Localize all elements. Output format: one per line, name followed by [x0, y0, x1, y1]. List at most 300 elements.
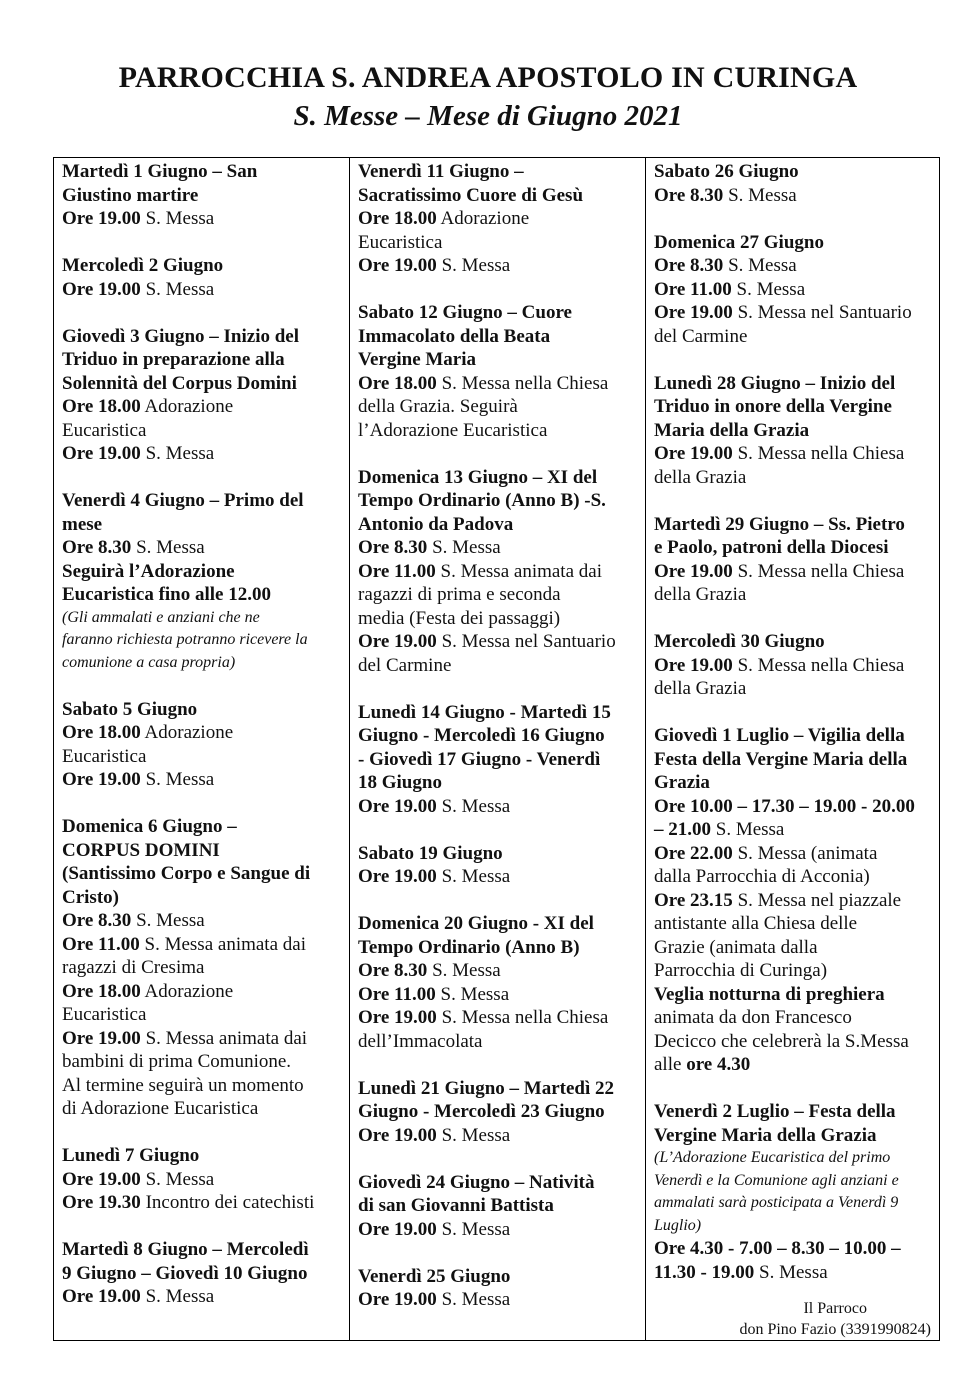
entry-line [654, 1261, 939, 1285]
bold-text: Martedì 1 Giugno – San [62, 161, 258, 182]
entry-line [654, 278, 939, 302]
signature-name: don Pino Fazio (3391990824) [739, 1321, 931, 1338]
entry-line [654, 395, 939, 419]
bold-text: Ore 23.15 [654, 889, 733, 911]
bold-text: Ore 19.00 [62, 208, 141, 229]
entry-line [62, 325, 349, 349]
bold-text: Ore 18.00 [62, 396, 141, 417]
text: Adorazione [436, 208, 530, 229]
text: S. Messa [436, 795, 511, 817]
entry-line [358, 395, 645, 419]
schedule-entry [654, 724, 939, 1077]
text: S. Messa nella Chiesa [436, 1007, 609, 1028]
entry-line [654, 254, 939, 278]
text: dalla Parrocchia di Acconia) [654, 866, 870, 887]
entry-line [654, 583, 939, 607]
text: S. Messa nel piazzale [732, 889, 902, 911]
schedule-column-3 [645, 158, 939, 1340]
entry-line [62, 207, 349, 231]
entry-line [654, 513, 939, 537]
entry-line [358, 983, 645, 1007]
bold-text: Ore 8.30 [358, 537, 428, 558]
bold-text: Sacratissimo Cuore di Gesù [358, 184, 584, 206]
bold-text: Ore 19.00 [358, 255, 437, 276]
entry-line [358, 959, 645, 983]
bold-text: Veglia notturna di preghiera [654, 983, 885, 1005]
entry-line [62, 560, 349, 584]
entry-line [358, 536, 645, 560]
text: Adorazione [140, 980, 234, 1002]
entry-line [654, 748, 939, 772]
entry-line [654, 1237, 939, 1261]
entry-line [358, 348, 645, 372]
schedule-entry [62, 254, 349, 301]
entry-line [62, 513, 349, 537]
bold-text: Cristo) [62, 886, 119, 908]
entry-line [654, 466, 939, 490]
entry-line [62, 886, 349, 910]
text: S. Messa [731, 278, 806, 300]
schedule-entry [654, 372, 939, 490]
schedule-table [53, 157, 940, 1341]
text: S. Messa [140, 1168, 215, 1190]
entry-line [358, 583, 645, 607]
text: S. Messa nella Chiesa [732, 654, 905, 676]
text: Adorazione [140, 396, 234, 417]
bold-text: Grazia [654, 772, 710, 793]
text: S. Messa [435, 983, 510, 1005]
entry-line [62, 1003, 349, 1027]
text: ragazzi di Cresima [62, 957, 205, 978]
entry-line [654, 889, 939, 913]
bold-text: ore 4.30 [686, 1054, 751, 1075]
bold-text: Ore 18.00 [62, 980, 141, 1002]
entry-line [358, 160, 645, 184]
bold-text: Solennità del Corpus Domini [62, 372, 297, 394]
text: S. Messa [754, 1261, 828, 1283]
bold-text: 11.30 - 19.00 [654, 1261, 755, 1283]
entry-line [62, 1238, 349, 1262]
bold-text: Domenica 6 Giugno – [62, 816, 237, 837]
entry-line [358, 701, 645, 725]
text: antistante alla Chiesa delle [654, 913, 858, 934]
text: del Carmine [358, 654, 452, 676]
text: S. Messa [131, 537, 205, 558]
bold-text: Tempo Ordinario (Anno B) [358, 936, 580, 958]
bold-text: Mercoledì 2 Giugno [62, 255, 224, 276]
bold-text: Seguirà l’Adorazione [62, 560, 235, 582]
entry-line [62, 278, 349, 302]
text: Eucaristica [62, 419, 147, 441]
bold-text: Venerdì 11 Giugno – [358, 161, 524, 182]
text: S. Messa [436, 1289, 511, 1310]
entry-line [654, 442, 939, 466]
bold-text: Ore 19.00 [358, 1007, 437, 1028]
entry-line [358, 607, 645, 631]
entry-line [358, 912, 645, 936]
schedule-entry [62, 489, 349, 674]
bold-text: Ore 19.00 [62, 443, 141, 464]
entry-line [358, 489, 645, 513]
bold-text: di san Giovanni Battista [358, 1195, 554, 1216]
entry-line [358, 1288, 645, 1312]
bold-text: Ore 19.00 [654, 560, 733, 582]
entry-note-line [654, 1215, 939, 1238]
italic-text: comunione a casa propria) [62, 653, 236, 671]
entry-line [358, 1030, 645, 1054]
entry-note-line [654, 1170, 939, 1193]
bold-text: Sabato 5 Giugno [62, 698, 198, 720]
text: S. Messa animata dai [435, 560, 602, 582]
text: S. Messa [140, 208, 215, 229]
bold-text: Lunedì 21 Giugno – Martedì 22 [358, 1077, 614, 1099]
bold-text: Ore 19.00 [654, 654, 733, 676]
entry-line [358, 207, 645, 231]
entry-line [62, 839, 349, 863]
text: S. Messa [131, 910, 205, 931]
bold-text: (Santissimo Corpo e Sangue di [62, 863, 311, 884]
entry-line [654, 372, 939, 396]
text: Grazie (animata dalla [654, 936, 818, 958]
text: Eucaristica [358, 231, 443, 253]
entry-line [654, 865, 939, 889]
bold-text: Ore 19.00 [358, 1289, 437, 1310]
bold-text: Ore 19.00 [358, 866, 437, 887]
entry-line [358, 372, 645, 396]
entry-line [62, 489, 349, 513]
italic-text: faranno richiesta potranno ricevere la [62, 631, 308, 648]
entry-line [62, 1097, 349, 1121]
entry-line [62, 372, 349, 396]
page-title: PARROCCHIA S. ANDREA APOSTOLO IN CURINGA [118, 61, 858, 94]
entry-line [62, 442, 349, 466]
text: S. Messa [436, 1218, 511, 1240]
text: animata da don Francesco [654, 1007, 852, 1028]
schedule-entry [358, 842, 645, 889]
entry-line [654, 771, 939, 795]
entry-line [358, 419, 645, 443]
bold-text: Ore 19.00 [358, 631, 437, 652]
text: S. Messa nella Chiesa [732, 560, 905, 582]
entry-line [358, 936, 645, 960]
entry-line [654, 160, 939, 184]
schedule-entry [654, 1100, 939, 1284]
schedule-entry [358, 160, 645, 278]
signature [739, 1298, 931, 1340]
bold-text: Ore 10.00 – 17.30 – 19.00 - 20.00 [654, 795, 915, 817]
schedule-entry [62, 160, 349, 231]
entry-line [358, 630, 645, 654]
schedule-entry [358, 1265, 645, 1312]
schedule-entry [358, 466, 645, 678]
bold-text: CORPUS DOMINI [62, 839, 220, 861]
italic-text: ammalati sarà posticipata a Venerdì 9 [654, 1194, 899, 1211]
entry-line [358, 842, 645, 866]
bold-text: Venerdì 2 Luglio – Festa della [654, 1101, 896, 1122]
schedule-entry [358, 301, 645, 442]
text: S. Messa [427, 960, 501, 981]
text: di Adorazione Eucaristica [62, 1098, 259, 1119]
entry-note-line [654, 1192, 939, 1215]
entry-line [654, 959, 939, 983]
bold-text: Ore 11.00 [358, 983, 436, 1005]
bold-text: e Paolo, patroni della Diocesi [654, 537, 889, 558]
entry-line [654, 184, 939, 208]
text: Parrocchia di Curinga) [654, 960, 828, 981]
entry-line [358, 513, 645, 537]
entry-line [654, 795, 939, 819]
entry-line [654, 1124, 939, 1148]
italic-text: Venerdì e la Comunione agli anziani e [654, 1171, 899, 1189]
entry-line [654, 419, 939, 443]
entry-line [62, 583, 349, 607]
bold-text: Ore 19.00 [358, 795, 437, 817]
entry-line [62, 1144, 349, 1168]
entry-line [358, 748, 645, 772]
entry-line [358, 254, 645, 278]
bold-text: Ore 19.00 [62, 1286, 141, 1307]
schedule-entry [62, 1238, 349, 1309]
bold-text: Festa della Vergine Maria della [654, 748, 908, 770]
entry-line [62, 815, 349, 839]
schedule-entry [358, 1171, 645, 1242]
entry-line [358, 1100, 645, 1124]
bold-text: Ore 19.00 [358, 1124, 437, 1146]
bold-text: Triduo in onore della Vergine [654, 396, 892, 417]
text: S. Messa [140, 443, 215, 464]
page-subtitle: S. Messe – Mese di Giugno 2021 [293, 100, 683, 132]
bold-text: Domenica 20 Giugno - XI del [358, 913, 594, 934]
entry-line [654, 536, 939, 560]
entry-line [62, 254, 349, 278]
bold-text: Ore 8.30 [654, 255, 724, 276]
italic-text: (Gli ammalati e anziani che ne [62, 608, 260, 626]
italic-text: (L’Adorazione Eucaristica del primo [654, 1149, 891, 1166]
entry-line [358, 1218, 645, 1242]
text: ragazzi di prima e seconda [358, 584, 561, 605]
entry-line [62, 1262, 349, 1286]
text: della Grazia. Seguirà [358, 396, 518, 417]
entry-line [358, 1124, 645, 1148]
entry-line [358, 231, 645, 255]
bold-text: Sabato 26 Giugno [654, 161, 799, 182]
bold-text: Ore 18.00 [62, 722, 141, 743]
bold-text: Eucaristica fino alle 12.00 [62, 584, 271, 605]
entry-line [654, 630, 939, 654]
bold-text: Sabato 19 Giugno [358, 842, 503, 864]
entry-line [62, 184, 349, 208]
text: Adorazione [140, 722, 234, 743]
entry-line [358, 301, 645, 325]
text: dell’Immacolata [358, 1030, 483, 1052]
text: Eucaristica [62, 1004, 147, 1025]
bold-text: Ore 8.30 [62, 537, 132, 558]
entry-line [358, 795, 645, 819]
bold-text: Giustino martire [62, 184, 199, 206]
bold-text: Triduo in preparazione alla [62, 349, 285, 370]
text: Eucaristica [62, 745, 147, 767]
text: S. Messa [711, 819, 785, 840]
entry-line [358, 1077, 645, 1101]
entry-note-line [654, 1147, 939, 1170]
entry-line [358, 654, 645, 678]
entry-line [62, 348, 349, 372]
entry-line [654, 1053, 939, 1077]
bold-text: – 21.00 [654, 819, 711, 840]
text: Al termine seguirà un momento [62, 1074, 304, 1096]
text: S. Messa animata dai [139, 933, 306, 955]
entry-line [654, 1030, 939, 1054]
entry-line [358, 325, 645, 349]
bold-text: Ore 8.30 [654, 184, 724, 206]
schedule-entry [62, 325, 349, 466]
entry-line [654, 1006, 939, 1030]
entry-line [358, 466, 645, 490]
entry-line [62, 160, 349, 184]
entry-line [654, 325, 939, 349]
entry-note-line [62, 652, 349, 675]
schedule-entry [62, 698, 349, 792]
schedule-entry [654, 630, 939, 701]
bold-text: Giovedì 1 Luglio – Vigilia della [654, 725, 905, 746]
bold-text: Maria della Grazia [654, 419, 810, 441]
bold-text: Giugno - Mercoledì 16 Giugno [358, 725, 605, 746]
bold-text: Martedì 8 Giugno – Mercoledì [62, 1239, 309, 1260]
text: S. Messa [140, 769, 215, 790]
text: S. Messa nel Santuario [436, 631, 616, 652]
entry-line [62, 862, 349, 886]
schedule-column-2 [349, 158, 645, 1340]
entry-line [62, 745, 349, 769]
entry-line [62, 1285, 349, 1309]
entry-line [62, 980, 349, 1004]
bold-text: Domenica 13 Giugno – XI del [358, 466, 598, 488]
schedule-column-1 [54, 158, 349, 1340]
text: S. Messa (animata [732, 842, 878, 864]
entry-line [62, 1050, 349, 1074]
bold-text: Immacolato della Beata [358, 325, 551, 347]
entry-line [654, 677, 939, 701]
bold-text: Ore 19.00 [62, 1027, 141, 1049]
entry-note-line [62, 607, 349, 630]
bold-text: Ore 19.30 [62, 1192, 141, 1213]
text: l’Adorazione Eucaristica [358, 419, 548, 441]
text: Incontro dei catechisti [140, 1192, 315, 1213]
bold-text: - Giovedì 17 Giugno - Venerdì [358, 748, 601, 770]
bold-text: Ore 11.00 [62, 933, 140, 955]
entry-line [358, 560, 645, 584]
schedule-entry [654, 160, 939, 207]
entry-line [62, 956, 349, 980]
schedule-entry [654, 513, 939, 607]
bold-text: Martedì 29 Giugno – Ss. Pietro [654, 513, 905, 535]
bold-text: Ore 19.00 [654, 443, 733, 464]
schedule-entry [358, 701, 645, 819]
entry-line [62, 1027, 349, 1051]
bold-text: Ore 19.00 [358, 1218, 437, 1240]
entry-line [62, 1074, 349, 1098]
schedule-entry [62, 1144, 349, 1215]
bold-text: Lunedì 7 Giugno [62, 1145, 200, 1166]
text: S. Messa nel Santuario [732, 302, 912, 323]
bold-text: Ore 4.30 - 7.00 – 8.30 – 10.00 – [654, 1238, 901, 1259]
bold-text: mese [62, 513, 103, 535]
bold-text: 9 Giugno – Giovedì 10 Giugno [62, 1262, 308, 1284]
bold-text: Ore 11.00 [358, 560, 436, 582]
bold-text: Venerdì 25 Giugno [358, 1265, 511, 1287]
schedule-entry [358, 912, 645, 1053]
entry-line [654, 1100, 939, 1124]
entry-line [358, 724, 645, 748]
bold-text: Ore 19.00 [62, 1168, 141, 1190]
entry-line [654, 936, 939, 960]
text: alle [654, 1054, 687, 1075]
entry-line [62, 768, 349, 792]
bold-text: 18 Giugno [358, 772, 442, 793]
entry-line [654, 818, 939, 842]
entry-line [62, 698, 349, 722]
text: della Grazia [654, 678, 747, 699]
entry-line [358, 771, 645, 795]
schedule-entry [358, 1077, 645, 1148]
text: S. Messa [140, 1286, 215, 1307]
text: S. Messa [140, 278, 215, 300]
entry-line [654, 724, 939, 748]
bold-text: Mercoledì 30 Giugno [654, 631, 825, 652]
bold-text: Domenica 27 Giugno [654, 231, 824, 253]
bold-text: Lunedì 14 Giugno - Martedì 15 [358, 701, 611, 723]
text: S. Messa nella Chiesa [732, 443, 905, 464]
bold-text: Ore 8.30 [358, 960, 428, 981]
text: S. Messa [723, 255, 797, 276]
entry-note-line [62, 629, 349, 652]
text: S. Messa [723, 184, 797, 206]
entry-line [654, 560, 939, 584]
entry-line [654, 231, 939, 255]
entry-line [62, 909, 349, 933]
entry-line [62, 419, 349, 443]
bold-text: Ore 11.00 [654, 278, 732, 300]
entry-line [654, 842, 939, 866]
text: S. Messa nella Chiesa [436, 372, 609, 394]
bold-text: Giovedì 24 Giugno – Natività [358, 1171, 595, 1193]
entry-line [358, 1265, 645, 1289]
text: Decicco che celebrerà la S.Messa [654, 1030, 909, 1052]
schedule-entry [654, 231, 939, 349]
bold-text: Ore 19.00 [62, 769, 141, 790]
bold-text: Venerdì 4 Giugno – Primo del [62, 490, 304, 511]
bold-text: Ore 18.00 [358, 372, 437, 394]
signature-role: Il Parroco [803, 1300, 867, 1317]
entry-line [654, 912, 939, 936]
bold-text: Ore 19.00 [62, 278, 141, 300]
entry-line [654, 654, 939, 678]
bold-text: Ore 18.00 [358, 208, 437, 229]
entry-line [358, 184, 645, 208]
bold-text: Vergine Maria della Grazia [654, 1124, 877, 1146]
text: S. Messa animata dai [140, 1027, 308, 1049]
schedule-entry [62, 815, 349, 1121]
entry-line [62, 536, 349, 560]
text: S. Messa [436, 255, 511, 276]
entry-line [62, 1168, 349, 1192]
entry-line [62, 1191, 349, 1215]
entry-line [358, 1194, 645, 1218]
bold-text: Ore 22.00 [654, 842, 733, 864]
entry-line [62, 395, 349, 419]
bold-text: Vergine Maria [358, 349, 477, 370]
text: della Grazia [654, 584, 747, 605]
